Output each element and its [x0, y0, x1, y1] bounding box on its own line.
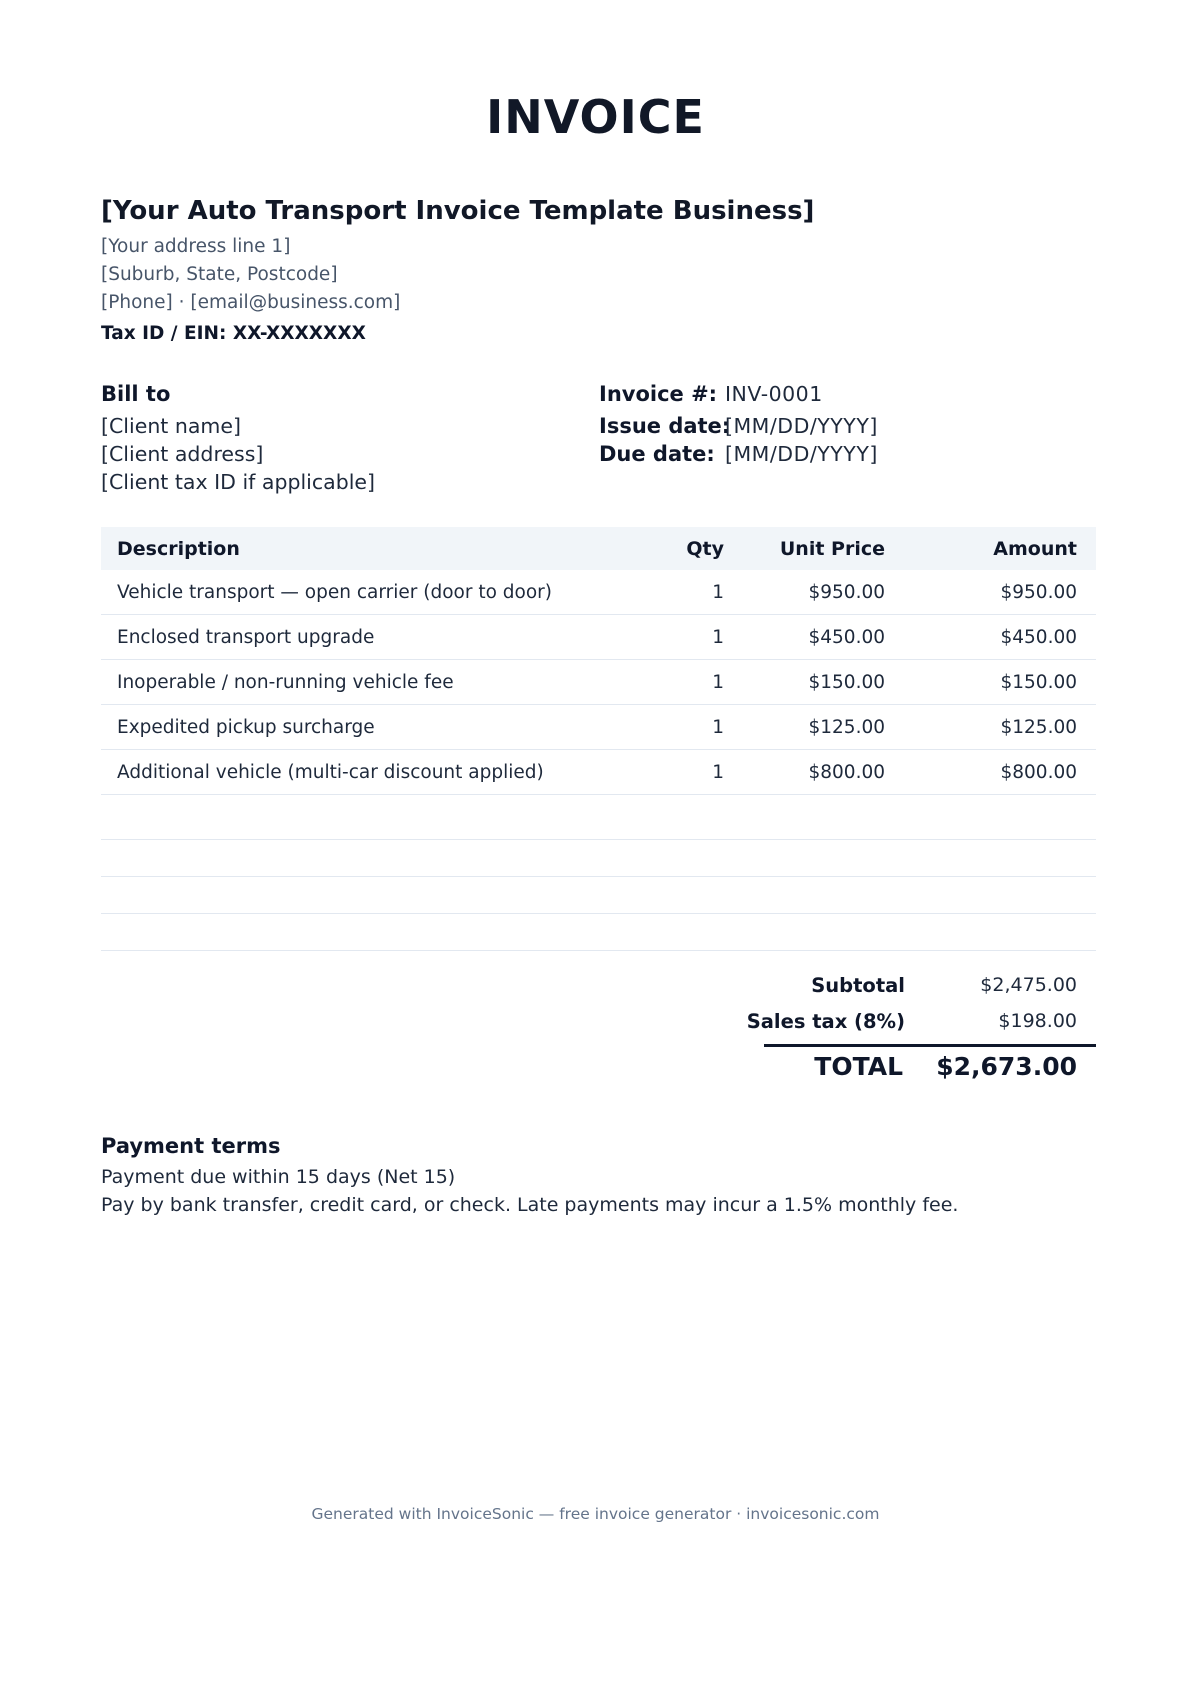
row-amount: $950.00: [1000, 582, 1077, 603]
subtotal-label: Subtotal: [811, 974, 905, 997]
table-row: [101, 570, 1096, 615]
row-qty: 1: [712, 627, 724, 648]
payment-terms-heading: Payment terms: [101, 1134, 281, 1158]
empty-row: [101, 914, 1096, 951]
row-amount: $450.00: [1000, 627, 1077, 648]
payment-terms-line1: Payment due within 15 days (Net 15): [101, 1166, 456, 1188]
client-name: [Client name]: [101, 414, 241, 438]
table-row: [101, 705, 1096, 750]
row-description: Inoperable / non-running vehicle fee: [117, 672, 454, 693]
sales-tax-value: $198.00: [998, 1010, 1077, 1032]
row-unit-price: $800.00: [808, 762, 885, 783]
table-row: [101, 750, 1096, 795]
row-qty: 1: [712, 582, 724, 603]
table-row: [101, 615, 1096, 660]
business-address-line2: [Suburb, State, Postcode]: [101, 264, 338, 285]
empty-row: [101, 877, 1096, 914]
client-tax-id: [Client tax ID if applicable]: [101, 470, 376, 494]
header-qty: Qty: [686, 538, 724, 560]
header-description: Description: [117, 538, 240, 560]
invoice-number-label: Invoice #:: [599, 382, 718, 406]
row-unit-price: $950.00: [808, 582, 885, 603]
invoice-number-value: INV-0001: [725, 382, 823, 406]
row-qty: 1: [712, 762, 724, 783]
header-amount: Amount: [993, 538, 1077, 560]
row-unit-price: $125.00: [808, 717, 885, 738]
business-contact: [Phone] · [email@business.com]: [101, 292, 401, 313]
row-amount: $150.00: [1000, 672, 1077, 693]
business-name: [Your Auto Transport Invoice Template Business]: [101, 196, 815, 226]
issue-date-label: Issue date:: [599, 414, 731, 438]
payment-terms-line2: Pay by bank transfer, credit card, or check. Late payments may incur a 1.5% monthly fee.: [101, 1194, 959, 1216]
row-qty: 1: [712, 672, 724, 693]
header-unit-price: Unit Price: [779, 538, 885, 560]
row-description: Enclosed transport upgrade: [117, 627, 375, 648]
subtotal-value: $2,475.00: [980, 974, 1077, 996]
issue-date-value: [MM/DD/YYYY]: [725, 414, 878, 438]
due-date-label: Due date:: [599, 442, 715, 466]
row-description: Vehicle transport — open carrier (door to door): [117, 582, 552, 603]
table-header: [101, 527, 1096, 570]
sales-tax-label: Sales tax (8%): [746, 1010, 905, 1033]
row-description: Expedited pickup surcharge: [117, 717, 375, 738]
row-unit-price: $450.00: [808, 627, 885, 648]
business-tax-id: Tax ID / EIN: XX-XXXXXXX: [101, 323, 366, 344]
invoice-title: INVOICE: [486, 90, 705, 144]
row-amount: $800.00: [1000, 762, 1077, 783]
empty-row: [101, 795, 1096, 840]
due-date-value: [MM/DD/YYYY]: [725, 442, 878, 466]
total-value: $2,673.00: [936, 1052, 1077, 1081]
totals-divider: [764, 1044, 1096, 1047]
row-amount: $125.00: [1000, 717, 1077, 738]
row-qty: 1: [712, 717, 724, 738]
empty-row: [101, 840, 1096, 877]
line-items-table: [101, 527, 1096, 951]
row-unit-price: $150.00: [808, 672, 885, 693]
business-address-line1: [Your address line 1]: [101, 236, 291, 257]
total-label: TOTAL: [814, 1052, 903, 1081]
footer-credit: Generated with InvoiceSonic — free invoice generator · invoicesonic.com: [311, 1505, 880, 1523]
bill-to-heading: Bill to: [101, 382, 171, 406]
table-row: [101, 660, 1096, 705]
row-description: Additional vehicle (multi-car discount applied): [117, 762, 544, 783]
client-address: [Client address]: [101, 442, 264, 466]
